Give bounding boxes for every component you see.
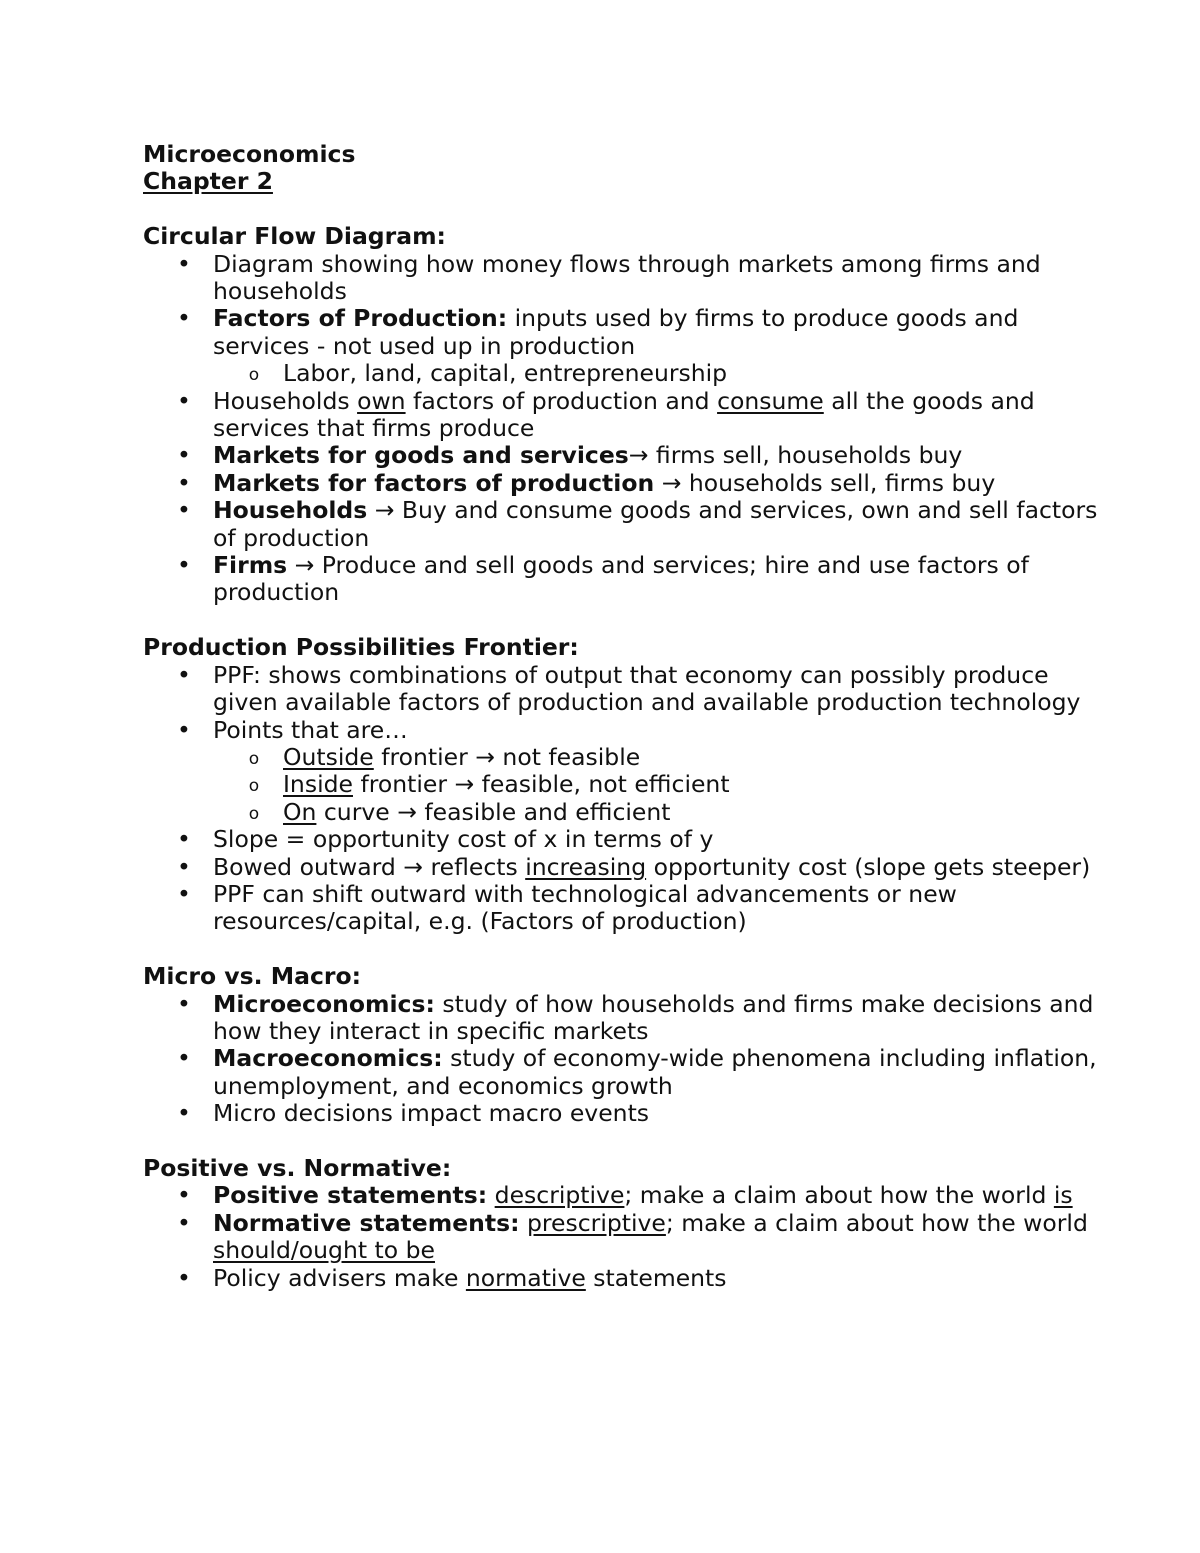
bullet-icon: • [177, 1208, 191, 1237]
list-item: • Bowed outward → reflects increasing opportunity cost (slope gets steeper) [177, 852, 1091, 881]
list-item: • Markets for factors of production → households sell, firms buy [177, 468, 996, 497]
list-item: • PPF can shift outward with technological advancements or new resources/capital, e.g. (Factors of production) [177, 879, 957, 936]
sub-bullet-icon: o [248, 365, 260, 386]
bullet-icon: • [177, 468, 191, 497]
section-heading-micro-macro: Micro vs. Macro: [143, 962, 362, 991]
sub-list [213, 744, 1100, 826]
bullet-icon: • [177, 852, 191, 881]
micro-macro-list [143, 991, 1100, 1128]
bullet-icon: • [177, 715, 191, 744]
bullet-icon: • [177, 989, 191, 1018]
bullet-icon: • [177, 1099, 191, 1128]
list-item: • Normative statements: prescriptive; make a claim about how the world should/ought to be [177, 1208, 1088, 1265]
document-title: Microeconomics [143, 140, 356, 168]
bullet-icon: • [177, 879, 191, 908]
list-item: • Positive statements: descriptive; make a claim about how the world is [177, 1181, 1073, 1210]
sub-bullet-icon: o [248, 803, 260, 824]
sub-list-item: o Outside frontier → not feasible [213, 744, 1100, 771]
list-item: • Slope = opportunity cost of x in terms of y [177, 825, 714, 854]
sub-list [213, 360, 1100, 387]
section-heading-circular-flow: Circular Flow Diagram: [143, 222, 446, 251]
list-item: • Macroeconomics: study of economy-wide phenomena including inflation, unemployment, and economics growth [177, 1044, 1097, 1100]
list-item: • Micro decisions impact macro events [177, 1099, 650, 1128]
section-heading-positive-normative: Positive vs. Normative: [143, 1153, 452, 1182]
sub-list-item: o Inside frontier → feasible, not efficient [213, 771, 1100, 798]
list-item: • Policy advisers make normative statements [177, 1263, 727, 1292]
bullet-icon: • [177, 441, 191, 470]
bullet-icon: • [177, 1044, 191, 1073]
sub-list-item: o On curve → feasible and efficient [213, 799, 1100, 826]
list-item: • Households own factors of production and consume all the goods and services that firms produce [177, 386, 1035, 443]
bullet-icon: • [177, 825, 191, 854]
bullet-icon: • [177, 1263, 191, 1292]
bullet-icon: • [177, 496, 191, 525]
sub-list-item: o Labor, land, capital, entrepreneurship [213, 360, 1100, 387]
list-item: • PPF: shows combinations of output that economy can possibly produce given available factors of production and available production technology [177, 660, 1081, 717]
circular-flow-list [143, 251, 1100, 607]
bullet-icon: • [177, 1181, 191, 1210]
bullet-icon: • [177, 551, 191, 580]
list-item: • Diagram showing how money flows through markets among firms and households [177, 249, 1041, 306]
section-heading-ppf: Production Possibilities Frontier: [143, 633, 579, 662]
bullet-icon: • [177, 386, 191, 415]
positive-normative-list [143, 1182, 1100, 1292]
list-item: • Microeconomics: study of how households and firms make decisions and how they interact in specific markets [177, 989, 1094, 1045]
list-item: • Markets for goods and services→ firms sell, households buy [177, 441, 963, 470]
bullet-icon: • [177, 660, 191, 689]
sub-bullet-icon: o [248, 776, 260, 797]
list-item: • Factors of Production: inputs used by firms to produce goods and services - not used up in production o Labor, land, capital, entrepreneurship [143, 305, 1100, 387]
chapter-heading: Chapter 2 [143, 167, 273, 196]
list-item: • Points that are… o Outside frontier → not feasible o Inside frontier → feasible, not efficient o On curve → feasible and efficient [143, 717, 1100, 827]
sub-bullet-icon: o [248, 748, 260, 769]
bullet-icon: • [177, 249, 191, 278]
ppf-list [143, 662, 1100, 936]
bullet-icon: • [177, 304, 191, 333]
list-item: • Firms → Produce and sell goods and services; hire and use factors of production [177, 551, 1029, 607]
list-item: • Households → Buy and consume goods and services, own and sell factors of production [177, 496, 1098, 552]
